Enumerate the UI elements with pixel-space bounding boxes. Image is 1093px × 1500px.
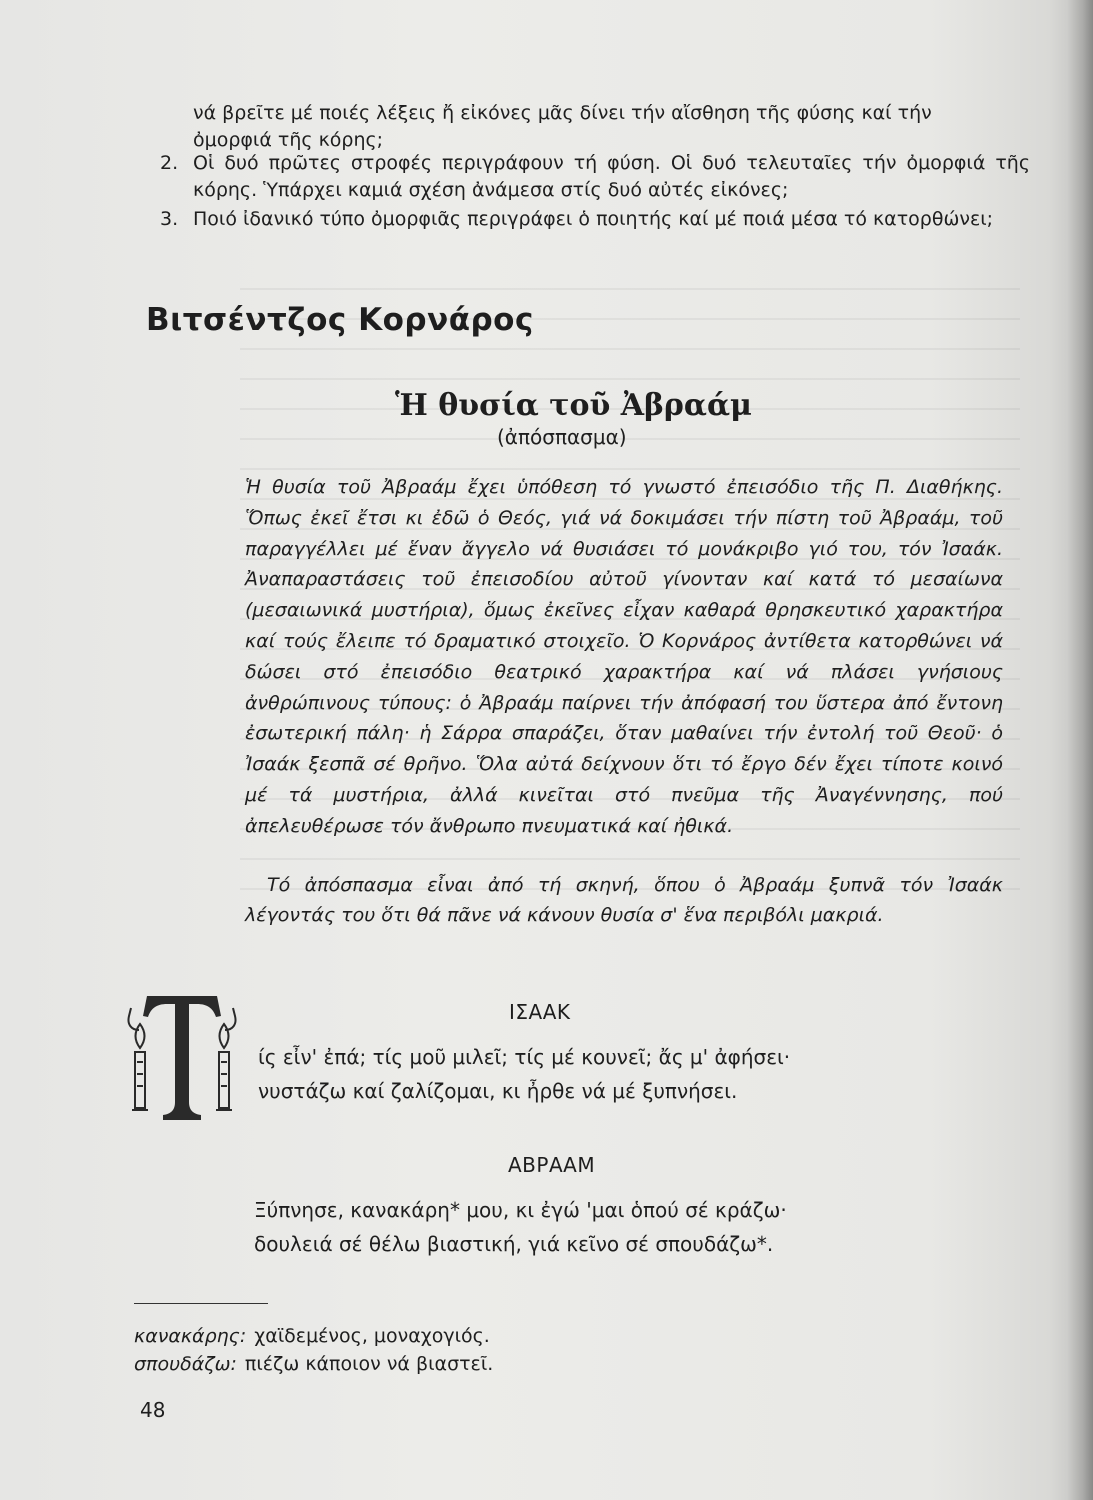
decorative-drop-cap: [117, 990, 247, 1122]
intro-paragraph: Ἡ θυσία τοῦ Ἀβραάμ ἔχει ὑπόθεση τό γνωστό ἐπεισόδιο τῆς Π. Διαθήκης. Ὅπως ἐκεῖ ἔτσι κι ἐδῶ ὁ Θεός, γιά νά δοκιμάσει τήν πίστη τοῦ Ἀβραάμ, τοῦ παραγγέλλει μέ ἕναν ἄγγελο νά θυσιάσει τό μονάκριβο γιό του, τόν Ἰσαάκ. Ἀναπαραστάσεις τοῦ ἐπεισοδίου αὐτοῦ γίνονταν καί κατά τό μεσαίωνα (μεσαιωνικά μυστήρια), ὅμως ἐκεῖνες εἶχαν καθαρά θρησκευτικό χαρακτήρα καί τούς ἔλειπε τό δραματικό στοιχεῖο. Ὁ Κορνάρος ἀντίθετα κατορθώνει νά δώσει στό ἐπεισόδιο θεατρικό χαρακτήρα καί νά πλάσει γνήσιους ἀνθρώπινους τύπους: ὁ Ἀβραάμ παίρνει τήν ἀπόφασή του ὕστερα ἀπό ἔντονη ἐσωτερική πάλη· ἡ Σάρρα σπαράζει, ὅταν μαθαίνει τήν ἐντολή τοῦ Θεοῦ· ὁ Ἰσαάκ ξεσπᾶ σέ θρῆνο. Ὅλα αὐτά δείχνουν ὅτι τό ἔργο δέν ἔχει τίποτε κοινό μέ τά μυστήρια, ἀλλά κινεῖται στό πνεῦμα τῆς Ἀναγέννησης, πού ἀπελευθέρωσε τόν ἄνθρωπο πνευματικά καί ἠθικά.: [245, 476, 1003, 837]
question-1-line-2: ὀμορφιά τῆς κόρης;: [193, 129, 384, 151]
verse-line: νυστάζω καί ζαλίζομαι, κι ἦρθε νά μέ ξυπνήσει.: [258, 1079, 738, 1103]
question-item: [160, 206, 1030, 233]
question-text: Ποιό ἰδανικό τύπο ὀμορφιᾶς περιγράφει ὁ ποιητής καί μέ ποιά μέσα τό κατορθώνει;: [193, 208, 994, 230]
footnote-divider: [134, 1303, 268, 1304]
speaker-abraam: ΑΒΡΑΑΜ: [508, 1153, 596, 1177]
footnote-definition: χαϊδεμένος, μοναχογιός.: [254, 1325, 490, 1347]
author-heading: Βιτσέντζος Κορνάρος: [146, 302, 534, 338]
question-text: Οἱ δυό πρῶτες στροφές περιγράφουν τή φύση. Οἱ δυό τελευταῖες τήν ὀμορφιά τῆς κόρης. Ὑπάρχει καμιά σχέση ἀνάμεσα στίς δυό αὐτές εἰκόνες;: [193, 152, 1030, 201]
verse-abraam: [254, 1193, 787, 1261]
page-number: 48: [140, 1398, 166, 1422]
question-1-continued: [193, 100, 1023, 154]
question-1-line-1: νά βρεῖτε μέ ποιές λέξεις ἤ εἰκόνες μᾶς δίνει τήν αἴσθηση τῆς φύσης καί τήν: [193, 102, 932, 124]
intro-paragraph-scene: Τό ἀπόσπασμα εἶναι ἀπό τή σκηνή, ὅπου ὁ Ἀβραάμ ξυπνᾶ τόν Ἰσαάκ λέγοντάς του ὅτι θά πᾶνε νά κάνουν θυσία σ' ἕνα περιβόλι μακριά.: [245, 874, 1003, 926]
footnotes: [134, 1322, 834, 1378]
footnote-item: [134, 1322, 834, 1350]
work-subtitle: (ἀπόσπασμα): [497, 425, 627, 449]
question-number: 2.: [160, 152, 179, 174]
footnote-term: σπουδάζω:: [134, 1353, 237, 1375]
question-number: 3.: [160, 208, 179, 230]
footnote-definition: πιέζω κάποιον νά βιαστεῖ.: [244, 1353, 494, 1375]
question-list: [160, 150, 1030, 235]
footnote-item: [134, 1350, 834, 1378]
verse-line: ίς εἶν' ἐπά; τίς μοῦ μιλεῖ; τίς μέ κουνεῖ; ἄς μ' ἀφήσει·: [258, 1045, 791, 1069]
question-item: [160, 150, 1030, 204]
verse-line: Ξύπνησε, κανακάρη* μου, κι ἐγώ 'μαι ὁπού σέ κράζω·: [254, 1198, 787, 1222]
page-spine-shadow: [1067, 0, 1093, 1500]
footnote-term: κανακάρης:: [134, 1325, 247, 1347]
work-title: Ἡ θυσία τοῦ Ἀβραάμ: [395, 388, 752, 423]
speaker-isaak: ΙΣΑΑΚ: [509, 1000, 571, 1024]
verse-isaak: [258, 1040, 790, 1108]
verse-line: δουλειά σέ θέλω βιαστική, γιά κεῖνο σέ σπουδάζω*.: [254, 1232, 774, 1256]
